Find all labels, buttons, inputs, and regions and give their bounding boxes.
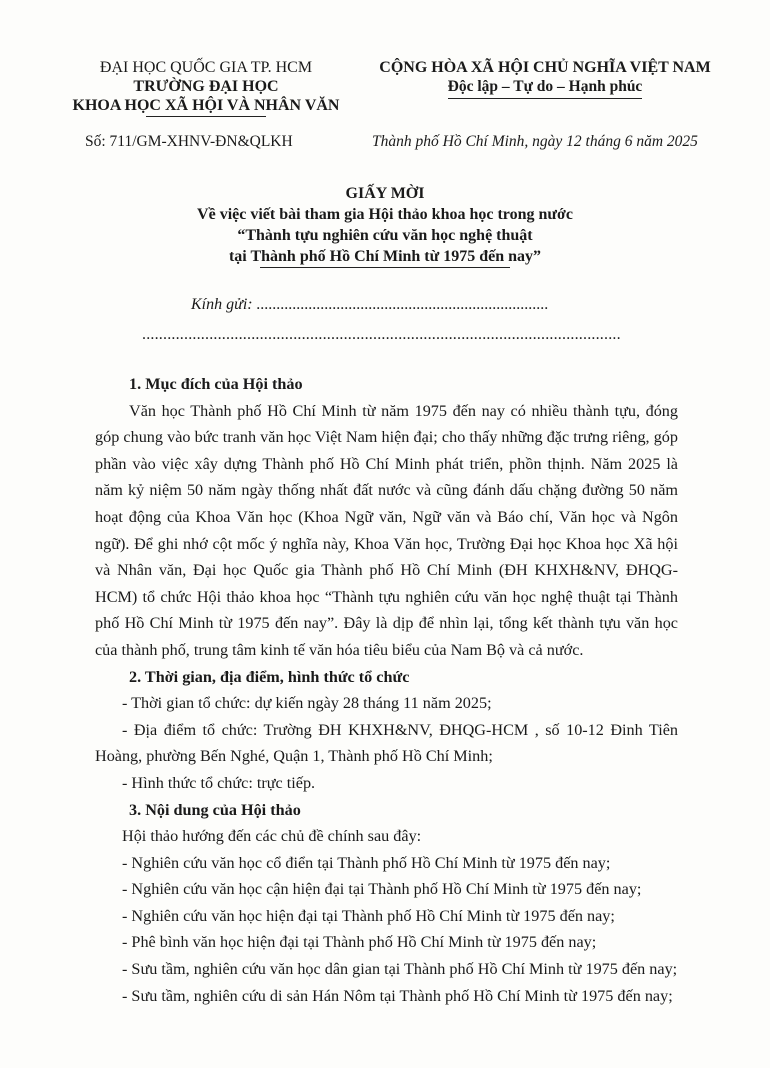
list-item: - Nghiên cứu văn học cận hiện đại tại Thành phố Hồ Chí Minh từ 1975 đến nay; (122, 880, 642, 899)
list-item: - Thời gian tổ chức: dự kiến ngày 28 tháng 11 năm 2025; (122, 694, 492, 713)
document-body (95, 371, 678, 1009)
section-2-heading: 2. Thời gian, địa điểm, hình thức tổ chức (129, 667, 410, 686)
document-number: Số: 711/GM-XHNV-ĐN&QLKH (85, 133, 293, 150)
recipient-dots-line: .................................................................................................................. (142, 326, 621, 343)
national-motto (360, 58, 730, 99)
country-name: CỘNG HÒA XÃ HỘI CHỦ NGHĨA VIỆT NAM (379, 59, 711, 76)
section-3-intro: Hội thảo hướng đến các chủ đề chính sau đây: (122, 827, 422, 846)
recipient-line: Kính gửi: ......................................................................... (191, 296, 549, 313)
issuing-organization (56, 58, 356, 117)
header-left-divider (146, 116, 266, 117)
motto: Độc lập – Tự do – Hạnh phúc (448, 77, 643, 99)
place-and-date: Thành phố Hồ Chí Minh, ngày 12 tháng 6 năm 2025 (372, 133, 698, 150)
list-item: - Nghiên cứu văn học cổ điển tại Thành phố Hồ Chí Minh từ 1975 đến nay; (122, 853, 611, 872)
document-title-block (0, 184, 770, 268)
list-item: - Hình thức tổ chức: trực tiếp. (122, 773, 316, 792)
document-title: GIẤY MỜI (345, 185, 425, 202)
title-divider (260, 267, 510, 268)
section-1-paragraph: Văn học Thành phố Hồ Chí Minh từ năm 1975 đến nay có nhiều thành tựu, đóng góp chung vào bức tranh văn học Việt Nam hiện đại; cho thấy những đặc trưng riêng, góp phần vào việc xây dựng Thành phố Hồ Chí Minh phát triển, phồn thịnh. Năm 2025 là năm kỷ niệm 50 năm ngày thống nhất đất nước và cũng đánh dấu chặng đường 50 năm hoạt động của Khoa Văn học (Khoa Ngữ văn, Ngữ văn và Báo chí, Văn học và Ngôn ngữ). Để ghi nhớ cột mốc ý nghĩa này, Khoa Văn học, Trường Đại học Khoa học Xã hội và Nhân văn, Đại học Quốc gia Thành phố Hồ Chí Minh (ĐH KHXH&NV, ĐHQG-HCM) tổ chức Hội thảo khoa học “Thành tựu nghiên cứu văn học nghệ thuật tại Thành phố Hồ Chí Minh từ 1975 đến nay”. Đây là dịp để nhìn lại, tổng kết thành tựu văn học của thành phố, trung tâm kinh tế văn hóa tiêu biểu của Nam Bộ và cả nước. (95, 401, 678, 659)
conference-name-line2: tại Thành phố Hồ Chí Minh từ 1975 đến nay” (228, 248, 542, 265)
list-item: - Nghiên cứu văn học hiện đại tại Thành phố Hồ Chí Minh từ 1975 đến nay; (122, 906, 615, 925)
section-3-heading: 3. Nội dung của Hội thảo (129, 800, 301, 819)
list-item: - Sưu tầm, nghiên cứu di sản Hán Nôm tại Thành phố Hồ Chí Minh từ 1975 đến nay; (122, 986, 673, 1005)
school-name-line1: TRƯỜNG ĐẠI HỌC (133, 78, 279, 95)
document-subject: Về việc viết bài tham gia Hội thảo khoa học trong nước (197, 206, 573, 223)
university-name: ĐẠI HỌC QUỐC GIA TP. HCM (99, 59, 313, 76)
list-item: - Sưu tầm, nghiên cứu văn học dân gian tại Thành phố Hồ Chí Minh từ 1975 đến nay; (122, 960, 678, 979)
list-item: - Phê bình văn học hiện đại tại Thành phố Hồ Chí Minh từ 1975 đến nay; (122, 933, 597, 952)
conference-name-line1: “Thành tựu nghiên cứu văn học nghệ thuật (237, 227, 533, 244)
list-item: - Địa điểm tổ chức: Trường ĐH KHXH&NV, ĐHQG-HCM , số 10-12 Đinh Tiên Hoàng, phường Bến Nghé, Quận 1, Thành phố Hồ Chí Minh; (95, 720, 678, 766)
section-1-heading: 1. Mục đích của Hội thảo (129, 375, 303, 393)
school-name-line2: KHOA HỌC XÃ HỘI VÀ NHÂN VĂN (72, 97, 340, 114)
